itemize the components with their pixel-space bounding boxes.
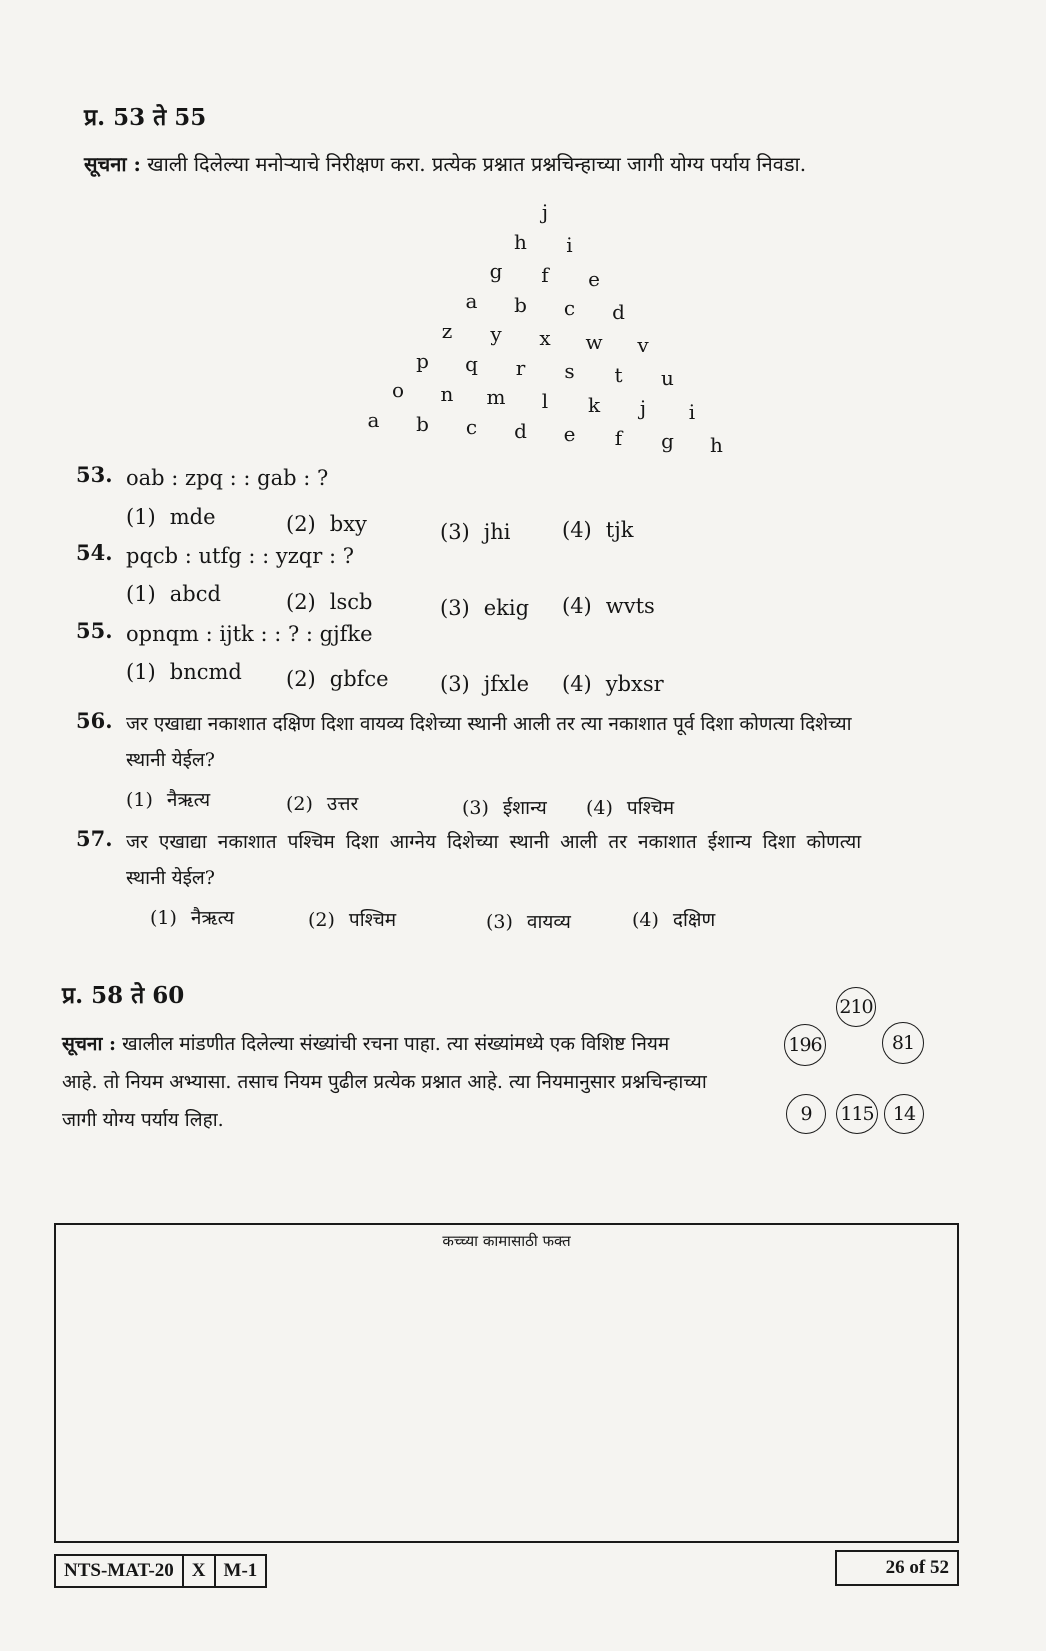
pyramid-letter: w <box>585 329 603 354</box>
pyramid-letter: m <box>486 385 506 410</box>
option-number: (1) <box>126 582 156 606</box>
option-number: (1) <box>126 505 156 529</box>
option-number: (4) <box>562 672 592 696</box>
option-number: (2) <box>286 590 316 614</box>
question-56-text-line1: जर एखाद्या नकाशात दक्षिण दिशा वायव्य दिशेच्या स्थानी आली तर त्या नकाशात पूर्व दिशा कोणत्या दिशेच्या <box>126 713 852 735</box>
option-text: mde <box>169 505 216 529</box>
question-57-number: 57. <box>76 826 113 851</box>
question-55-text: opnqm : ijtk : : ? : gjfke <box>126 622 373 646</box>
section-heading-53-55: प्र. 53 ते 55 <box>84 104 207 131</box>
question-56-text-line2: स्थानी येईल? <box>126 749 215 771</box>
q57-option-1 <box>150 904 234 930</box>
q54-option-2 <box>286 590 372 614</box>
pyramid-letter: v <box>637 333 649 358</box>
footer-standard: X <box>184 1556 216 1586</box>
pyramid-letter: d <box>514 418 527 443</box>
pyramid-letter: p <box>416 348 429 373</box>
pyramid-letter: e <box>563 422 576 447</box>
option-text: दक्षिण <box>672 909 716 931</box>
number-circle-left: 196 <box>784 1024 826 1066</box>
q53-option-3 <box>440 520 511 544</box>
pyramid-letter: j <box>541 200 549 224</box>
pyramid-letter: i <box>566 233 573 258</box>
question-54-number: 54. <box>76 540 113 565</box>
number-circle-right: 81 <box>882 1022 924 1064</box>
footer-exam-code: NTS-MAT-20 <box>56 1556 184 1586</box>
q54-option-4 <box>562 594 655 618</box>
section-instruction-58-60-line1 <box>62 1030 669 1056</box>
pyramid-letter: z <box>441 318 453 343</box>
q53-option-1 <box>126 505 216 529</box>
question-56-number: 56. <box>76 708 113 733</box>
pyramid-letter: b <box>514 292 527 317</box>
pyramid-letter: q <box>465 352 478 377</box>
option-text: ekig <box>483 596 530 620</box>
option-text: वायव्य <box>526 911 571 933</box>
number-circle-bottom-left: 9 <box>786 1094 826 1134</box>
rough-work-label: कच्च्या कामासाठी फक्त <box>442 1232 571 1250</box>
option-number: (3) <box>440 672 470 696</box>
pyramid-letter: f <box>614 425 623 450</box>
pyramid-letter: s <box>564 359 575 384</box>
q57-option-3 <box>486 908 571 934</box>
option-text: ybxsr <box>605 672 664 696</box>
option-number: (3) <box>462 797 489 819</box>
section-instruction-58-60-line3: जागी योग्य पर्याय लिहा. <box>62 1109 224 1131</box>
pyramid-letter: d <box>612 299 625 324</box>
pyramid-letter: e <box>588 266 600 291</box>
option-text: ईशान्य <box>502 797 547 819</box>
question-55-number: 55. <box>76 618 113 643</box>
section-instruction-58-60-line2: आहे. तो नियम अभ्यासा. तसाच नियम पुढील प्रत्येक प्रश्नात आहे. त्या नियमानुसार प्रश्नचिन्हाच्या <box>62 1071 707 1093</box>
option-number: (3) <box>440 520 470 544</box>
option-number: (4) <box>632 909 659 931</box>
option-number: (1) <box>150 907 177 929</box>
pyramid-letter: t <box>614 362 623 387</box>
q56-option-2 <box>286 790 358 816</box>
pyramid-letter: i <box>688 399 696 424</box>
q54-option-1 <box>126 582 221 606</box>
option-number: (4) <box>562 594 592 618</box>
footer-page-number: 26 of 52 <box>835 1550 959 1586</box>
q56-option-4 <box>586 794 674 820</box>
q56-option-3 <box>462 794 547 820</box>
q55-option-4 <box>562 672 664 696</box>
pyramid-letter: c <box>465 415 478 440</box>
pyramid-letter: l <box>541 389 549 413</box>
q55-option-1 <box>126 660 242 684</box>
rough-work-box <box>54 1223 959 1543</box>
pyramid-letter: o <box>391 378 405 403</box>
option-number: (2) <box>286 667 316 691</box>
q54-option-3 <box>440 596 529 620</box>
option-number: (3) <box>440 596 470 620</box>
number-circle-top: 210 <box>836 987 876 1027</box>
option-text: पश्चिम <box>348 909 397 931</box>
q55-option-3 <box>440 672 529 696</box>
instruction-label: सूचना : <box>84 152 141 176</box>
q55-option-2 <box>286 667 389 691</box>
option-number: (1) <box>126 660 156 684</box>
option-number: (2) <box>286 512 316 536</box>
pyramid-letter: a <box>367 408 380 433</box>
option-text: tjk <box>605 518 634 542</box>
option-number: (4) <box>586 797 613 819</box>
q53-option-2 <box>286 512 367 536</box>
pyramid-letter: x <box>539 326 551 350</box>
pyramid-letter: r <box>515 355 526 380</box>
pyramid-letter: b <box>416 411 429 436</box>
pyramid-letter: j <box>639 396 647 421</box>
option-text: नैऋत्य <box>190 907 235 929</box>
section-heading-58-60: प्र. 58 ते 60 <box>62 982 185 1009</box>
pyramid-letter: h <box>514 229 527 254</box>
pyramid-letter: h <box>710 432 723 457</box>
option-text: उत्तर <box>326 793 359 815</box>
option-number: (4) <box>562 518 592 542</box>
question-54-text: pqcb : utfg : : yzqr : ? <box>126 544 354 568</box>
option-text: bxy <box>329 512 367 536</box>
option-text: bncmd <box>169 660 242 684</box>
footer-medium: M-1 <box>223 1560 258 1581</box>
instruction-text: खालील मांडणीत दिलेल्या संख्यांची रचना पाहा. त्या संख्यांमध्ये एक विशिष्ट नियम <box>122 1033 670 1055</box>
pyramid-letter: n <box>440 381 454 406</box>
pyramid-letter: k <box>587 392 601 417</box>
option-text: wvts <box>605 594 655 618</box>
question-57-text-line2: स्थानी येईल? <box>126 867 215 889</box>
q57-option-4 <box>632 906 715 932</box>
q53-option-4 <box>562 518 633 542</box>
option-number: (2) <box>308 909 335 931</box>
option-text: नैऋत्य <box>166 789 211 811</box>
pyramid-letter: a <box>465 289 478 314</box>
option-text: jhi <box>483 520 511 544</box>
footer-code-box <box>54 1554 267 1588</box>
letter-pyramid <box>0 0 1046 460</box>
option-text: jfxle <box>483 672 530 696</box>
option-number: (1) <box>126 789 153 811</box>
pyramid-letter: g <box>489 259 503 284</box>
number-circle-bottom-right: 14 <box>884 1094 924 1134</box>
option-text: पश्चिम <box>626 797 675 819</box>
option-text: lscb <box>329 590 373 614</box>
option-number: (3) <box>486 911 513 933</box>
option-text: abcd <box>169 582 221 606</box>
pyramid-letter: c <box>563 296 576 321</box>
q57-option-2 <box>308 906 396 932</box>
pyramid-letter: f <box>541 263 549 287</box>
option-number: (2) <box>286 793 313 815</box>
pyramid-letter: y <box>490 322 502 347</box>
option-text: gbfce <box>329 667 389 691</box>
question-53-number: 53. <box>76 462 113 487</box>
question-57-text-line1: जर एखाद्या नकाशात पश्चिम दिशा आग्नेय दिशेच्या स्थानी आली तर नकाशात ईशान्य दिशा कोणत्या <box>126 831 862 853</box>
number-circle-bottom-center: 115 <box>836 1094 878 1134</box>
instruction-text: खाली दिलेल्या मनोऱ्याचे निरीक्षण करा. प्रत्येक प्रश्नात प्रश्नचिन्हाच्या जागी योग्य पर्याय निवडा. <box>147 152 807 176</box>
pyramid-letter: g <box>661 429 674 454</box>
instruction-label: सूचना : <box>62 1033 117 1055</box>
pyramid-letter: u <box>661 366 674 391</box>
q56-option-1 <box>126 786 210 812</box>
question-53-text: oab : zpq : : gab : ? <box>126 466 329 490</box>
